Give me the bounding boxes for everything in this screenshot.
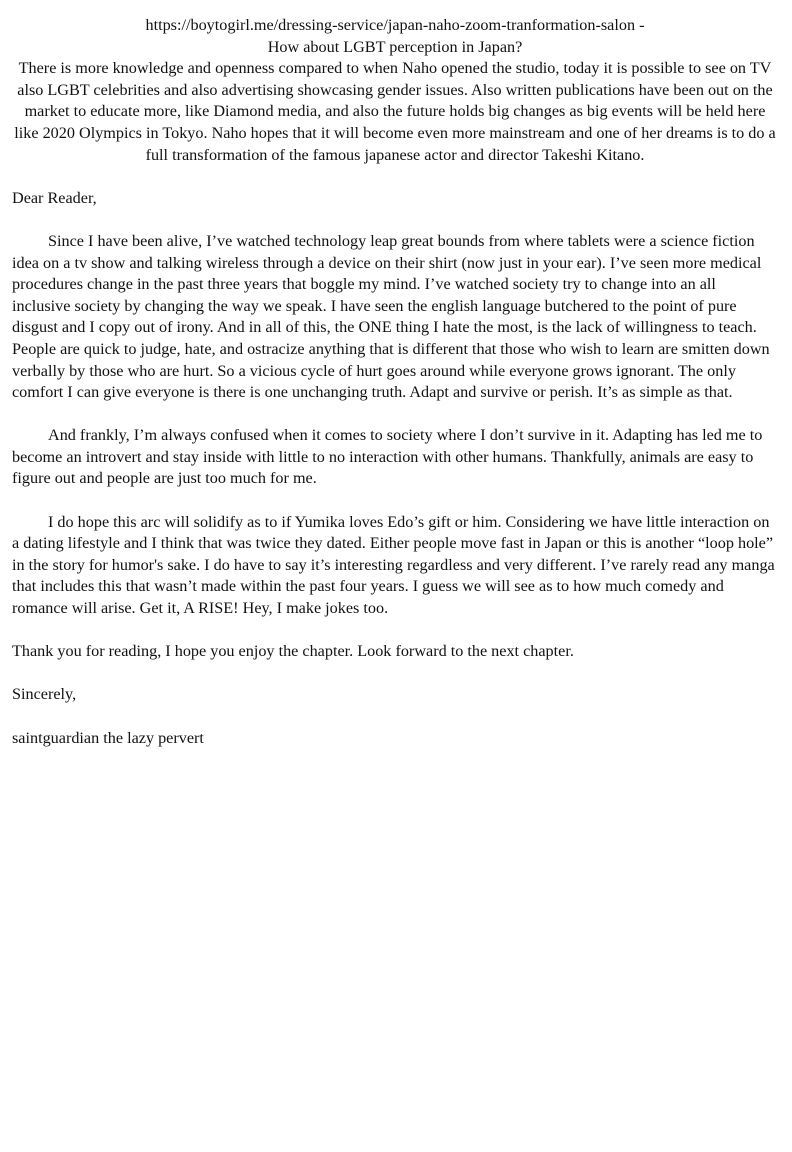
letter-signature: saintguardian the lazy pervert: [12, 728, 204, 747]
letter-paragraph: And frankly, I’m always confused when it comes to society where I don’t survive in it. Adapting has led me to become an introvert and stay inside with little to no interaction with other humans. Thankfully, animals are easy to figure out and people are just too much for me.: [12, 426, 763, 488]
excerpt-question: How about LGBT perception in Japan?: [267, 37, 523, 56]
document-page: [12, 15, 778, 771]
source-url: https://boytogirl.me/dressing-service/japan-naho-zoom-tranformation-salon -: [145, 16, 645, 34]
letter-paragraph: I do hope this arc will solidify as to if Yumika loves Edo’s gift or him. Considering we have little interaction on a dating lifestyle and I think that was twice they dated. Either people move fast in Japan or this is another “loop hole” in the story for humor's sake. I do have to say it’s interesting regardless and very different. I’ve rarely read any manga that includes this that wasn’t made within the past four years. I guess we will see as to how much comedy and romance will arise. Get it, A RISE! Hey, I make jokes too.: [12, 512, 775, 618]
letter-closing: Sincerely,: [12, 685, 77, 704]
article-excerpt: [12, 15, 778, 166]
letter-salutation: Dear Reader,: [12, 188, 97, 207]
excerpt-paragraph: There is more knowledge and openness compared to when Naho opened the studio, today it is possible to see on TV also LGBT celebrities and also advertising showcasing gender issues. Also written publications have been out on the market to educate more, like Diamond media, and also the future holds big changes as big events will be held here like 2020 Olympics in Tokyo. Naho hopes that it will become even more mainstream and one of her dreams is to do a full transformation of the famous japanese actor and director Takeshi Kitano.: [14, 59, 776, 164]
letter-paragraph: Since I have been alive, I’ve watched technology leap great bounds from where tablets were a science fiction idea on a tv show and talking wireless through a device on their shirt (now just in your ear). I’ve seen more medical procedures change in the past three years that boggle my mind. I’ve watched society try to change into an all inclusive society by changing the way we speak. I have seen the english language butchered to the point of pure disgust and I copy out of irony. And in all of this, the ONE thing I hate the most, is the lack of willingness to teach. People are quick to judge, hate, and ostracize anything that is different that those who wish to learn are smitten down verbally by those who are hurt. So a vicious cycle of hurt goes around while everyone grows ignorant. The only comfort I can give everyone is there is one unchanging truth. Adapt and survive or perish. It’s as simple as that.: [12, 231, 770, 402]
letter-thanks: Thank you for reading, I hope you enjoy the chapter. Look forward to the next chapter.: [12, 642, 574, 661]
letter: [12, 188, 778, 749]
